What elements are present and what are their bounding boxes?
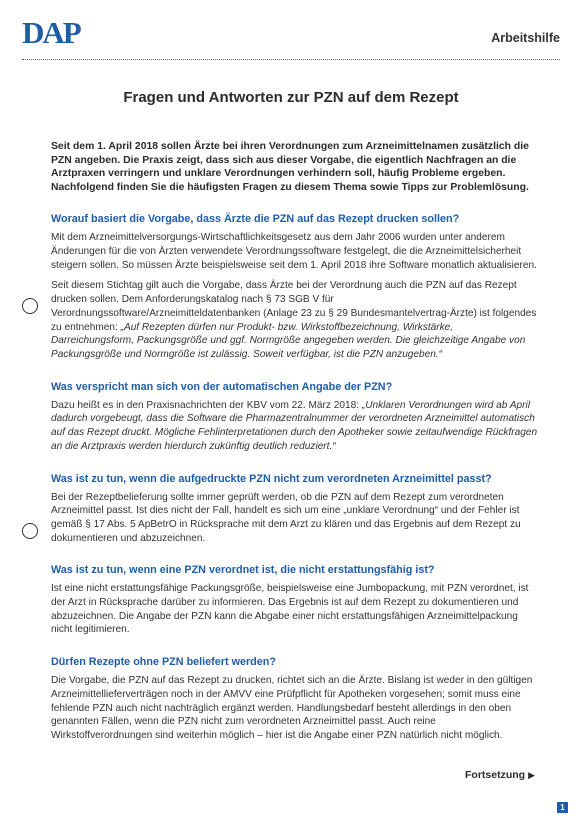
page-title: Fragen und Antworten zur PZN auf dem Rezept <box>123 89 459 106</box>
punch-hole-mark-bottom <box>22 523 38 539</box>
continue-link[interactable] <box>465 769 535 781</box>
svg-text:DAP: DAP <box>22 16 80 48</box>
document-type-label: Arbeitshilfe <box>491 31 560 45</box>
answer-paragraph-1a: Mit dem Arzneimittelversorgungs-Wirtschaftlichkeitsgesetz aus dem Jahr 2006 wurden unter anderem Änderungen für die von Ärzten verwendete Verordnungssoftware festgelegt, die die Arzneimittelsicherheit steigern sollen. So müssen Ärzte beispielsweise seit dem 1. April 2018 ihre Software monatlich aktualisieren. <box>51 232 537 271</box>
answer-paragraph-5: Die Vorgabe, die PZN auf das Rezept zu drucken, richtet sich an die Ärzte. Bislang ist weder in den gültigen Arzneimittellieferverträgen noch in der AMVV eine Prüfpflicht für Apotheken vorgesehen; somit muss eine fehlende PZN auch nicht nachträglich ergänzt werden. Handlungsbedarf besteht allerdings in den oben genannten Fällen, wenn die PZN nicht zum verordneten Arzneimittel passt. Auch reine Wirkstoffverordnungen sind weiterhin möglich – hier ist die Angabe einer PZN natürlich nicht möglich. <box>51 675 533 741</box>
dap-logo <box>22 16 92 48</box>
answer-paragraph-3: Bei der Rezeptbelieferung sollte immer geprüft werden, ob die PZN auf dem Rezept zum verordneten Arzneimittel passt. Ist dies nicht der Fall, handelt es sich um eine „unklare Verordnung“ und der Fehler ist gemäß § 17 Abs. 5 ApBetrO in Rücksprache mit dem Arzt zu klären und das Ergebnis auf dem Rezept zu dokumentieren und abzuzeichnen. <box>51 491 521 544</box>
play-arrow-icon: ▶ <box>528 770 535 780</box>
quote-text: „Auf Rezepten dürfen nur Produkt- bzw. Wirkstoffbezeichnung, Wirkstärke, Darreichungsform, Packungsgröße und ggf. Normgröße angegeben werden. Die gleichzeitige Angabe von Packungsgröße und Normgröße ist zulässig. Soweit verfügbar, ist die PZN anzugeben.“ <box>51 321 526 360</box>
answer-text: Dazu heißt es in den Praxisnachrichten der KBV vom 22. März 2018: <box>51 399 362 411</box>
continue-label: Fortsetzung <box>465 769 526 781</box>
answer-paragraph-2 <box>51 399 538 454</box>
answer-text: Seit diesem Stichtag gilt auch die Vorgabe, dass Ärzte bei der Verordnung auch die PZN auf das Rezept drucken sollen. Dem Anforderungskatalog nach § 73 SGB V für Verordnungssoftware/Arzneimitteldatenbanken (Anlage 23 zu § 29 Bundesmantelvertrag-Ärzte) ist folgendes zu entnehmen: <box>51 280 537 333</box>
answer-paragraph-4: Ist eine nicht erstattungsfähige Packungsgröße, beispielsweise eine Jumbopackung, mit PZN verordnet, ist der Arzt in Rücksprache darüber zu informieren. Das Ergebnis ist auf dem Rezept zu dokumentieren und abzuzeichnen. Die Angabe der PZN kann die Abgabe einer nicht erstattungsfähigen Arzneimittelpackung nicht legitimieren. <box>51 583 529 636</box>
answer-paragraph-1b <box>51 279 538 361</box>
question-heading-1: Worauf basiert die Vorgabe, dass Ärzte die PZN auf das Rezept drucken sollen? <box>51 213 460 226</box>
question-heading-4: Was ist zu tun, wenn eine PZN verordnet ist, die nicht erstattungsfähig ist? <box>51 564 435 577</box>
intro-paragraph: Seit dem 1. April 2018 sollen Ärzte bei ihren Verordnungen zum Arzneimittelnamen zusätzlich die PZN angeben. Die Praxis zeigt, dass sich aus dieser Vorgabe, die eigentlich Nachfragen an die Arztpraxen verringern und unklare Verordnungen verhindern soll, häufig Probleme ergeben. Nachfolgend finden Sie die häufigsten Fragen zu diesem Thema sowie Tipps zur Problemlösung. <box>51 141 529 193</box>
question-heading-5: Dürfen Rezepte ohne PZN beliefert werden? <box>51 656 276 669</box>
question-heading-3: Was ist zu tun, wenn die aufgedruckte PZN nicht zum verordneten Arzneimittel passt? <box>51 472 492 485</box>
question-heading-2: Was verspricht man sich von der automatischen Angabe der PZN? <box>51 380 393 393</box>
page-number-badge: 1 <box>557 802 568 813</box>
document-body <box>51 140 538 743</box>
quote-text: „Unklaren Verordnungen wird ab April dadurch vorgebeugt, dass die Software die Pharmazentralnummer der verordneten Arzneimittel automatisch auf das Rezept druckt. Mögliche Fehlinterpretationen durch den Apotheker sowie zeitaufwendige Rückfragen an die Arztpraxis werden hierdurch zukünftig deutlich reduziert.“ <box>51 399 538 452</box>
punch-hole-mark-top <box>22 298 38 314</box>
header-divider <box>22 59 560 60</box>
